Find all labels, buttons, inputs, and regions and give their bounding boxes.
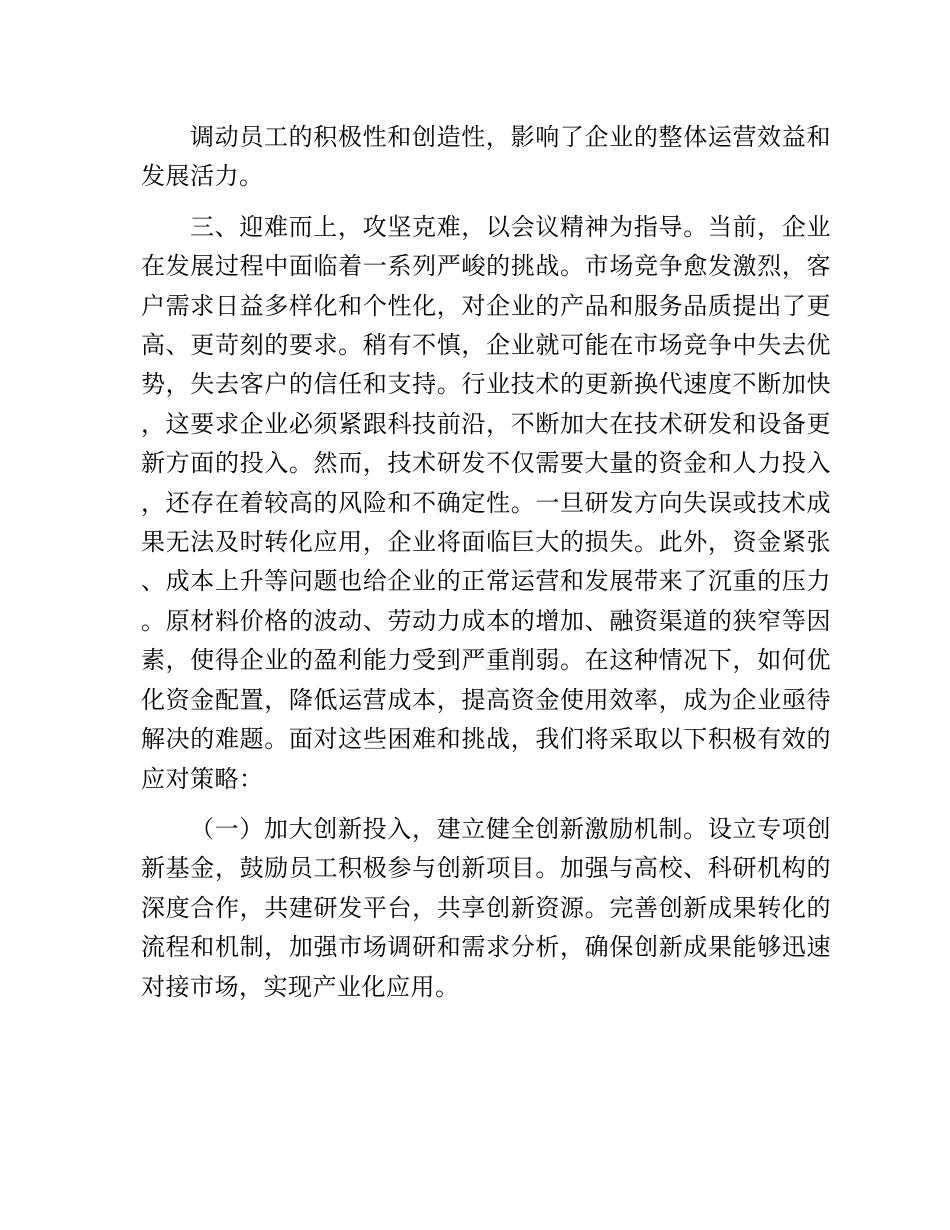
paragraph-item-one: （一）加大创新投入，建立健全创新激励机制。设立专项创新基金，鼓励员工积极参与创新项目。加强与高校、科研机构的深度合作，共建研发平台，共享创新资源。完善创新成果转化的流程和机制，加强市场调研和需求分析，确保创新成果能够迅速对接市场，实现产业化应用。 [141, 814, 831, 1001]
document-body [141, 118, 831, 1018]
paragraph-section-three: 三、迎难而上，攻坚克难，以会议精神为指导。当前，企业在发展过程中面临着一系列严峻的挑战。市场竞争愈发激烈，客户需求日益多样化和个性化，对企业的产品和服务品质提出了更高、更苛刻的要求。稍有不慎，企业就可能在市场竞争中失去优势，失去客户的信任和支持。行业技术的更新换代速度不断加快，这要求企业必须紧跟科技前沿，不断加大在技术研发和设备更新方面的投入。然而，技术研发不仅需要大量的资金和人力投入，还存在着较高的风险和不确定性。一旦研发方向失误或技术成果无法及时转化应用，企业将面临巨大的损失。此外，资金紧张、成本上升等问题也给企业的正常运营和发展带来了沉重的压力。原材料价格的波动、劳动力成本的增加、融资渠道的狭窄等因素，使得企业的盈利能力受到严重削弱。在这种情况下，如何优化资金配置，降低运营成本，提高资金使用效率，成为企业亟待解决的难题。面对这些困难和挑战，我们将采取以下积极有效的应对策略： [141, 212, 831, 793]
paragraph-continuation: 调动员工的积极性和创造性，影响了企业的整体运营效益和发展活力。 [141, 123, 831, 191]
